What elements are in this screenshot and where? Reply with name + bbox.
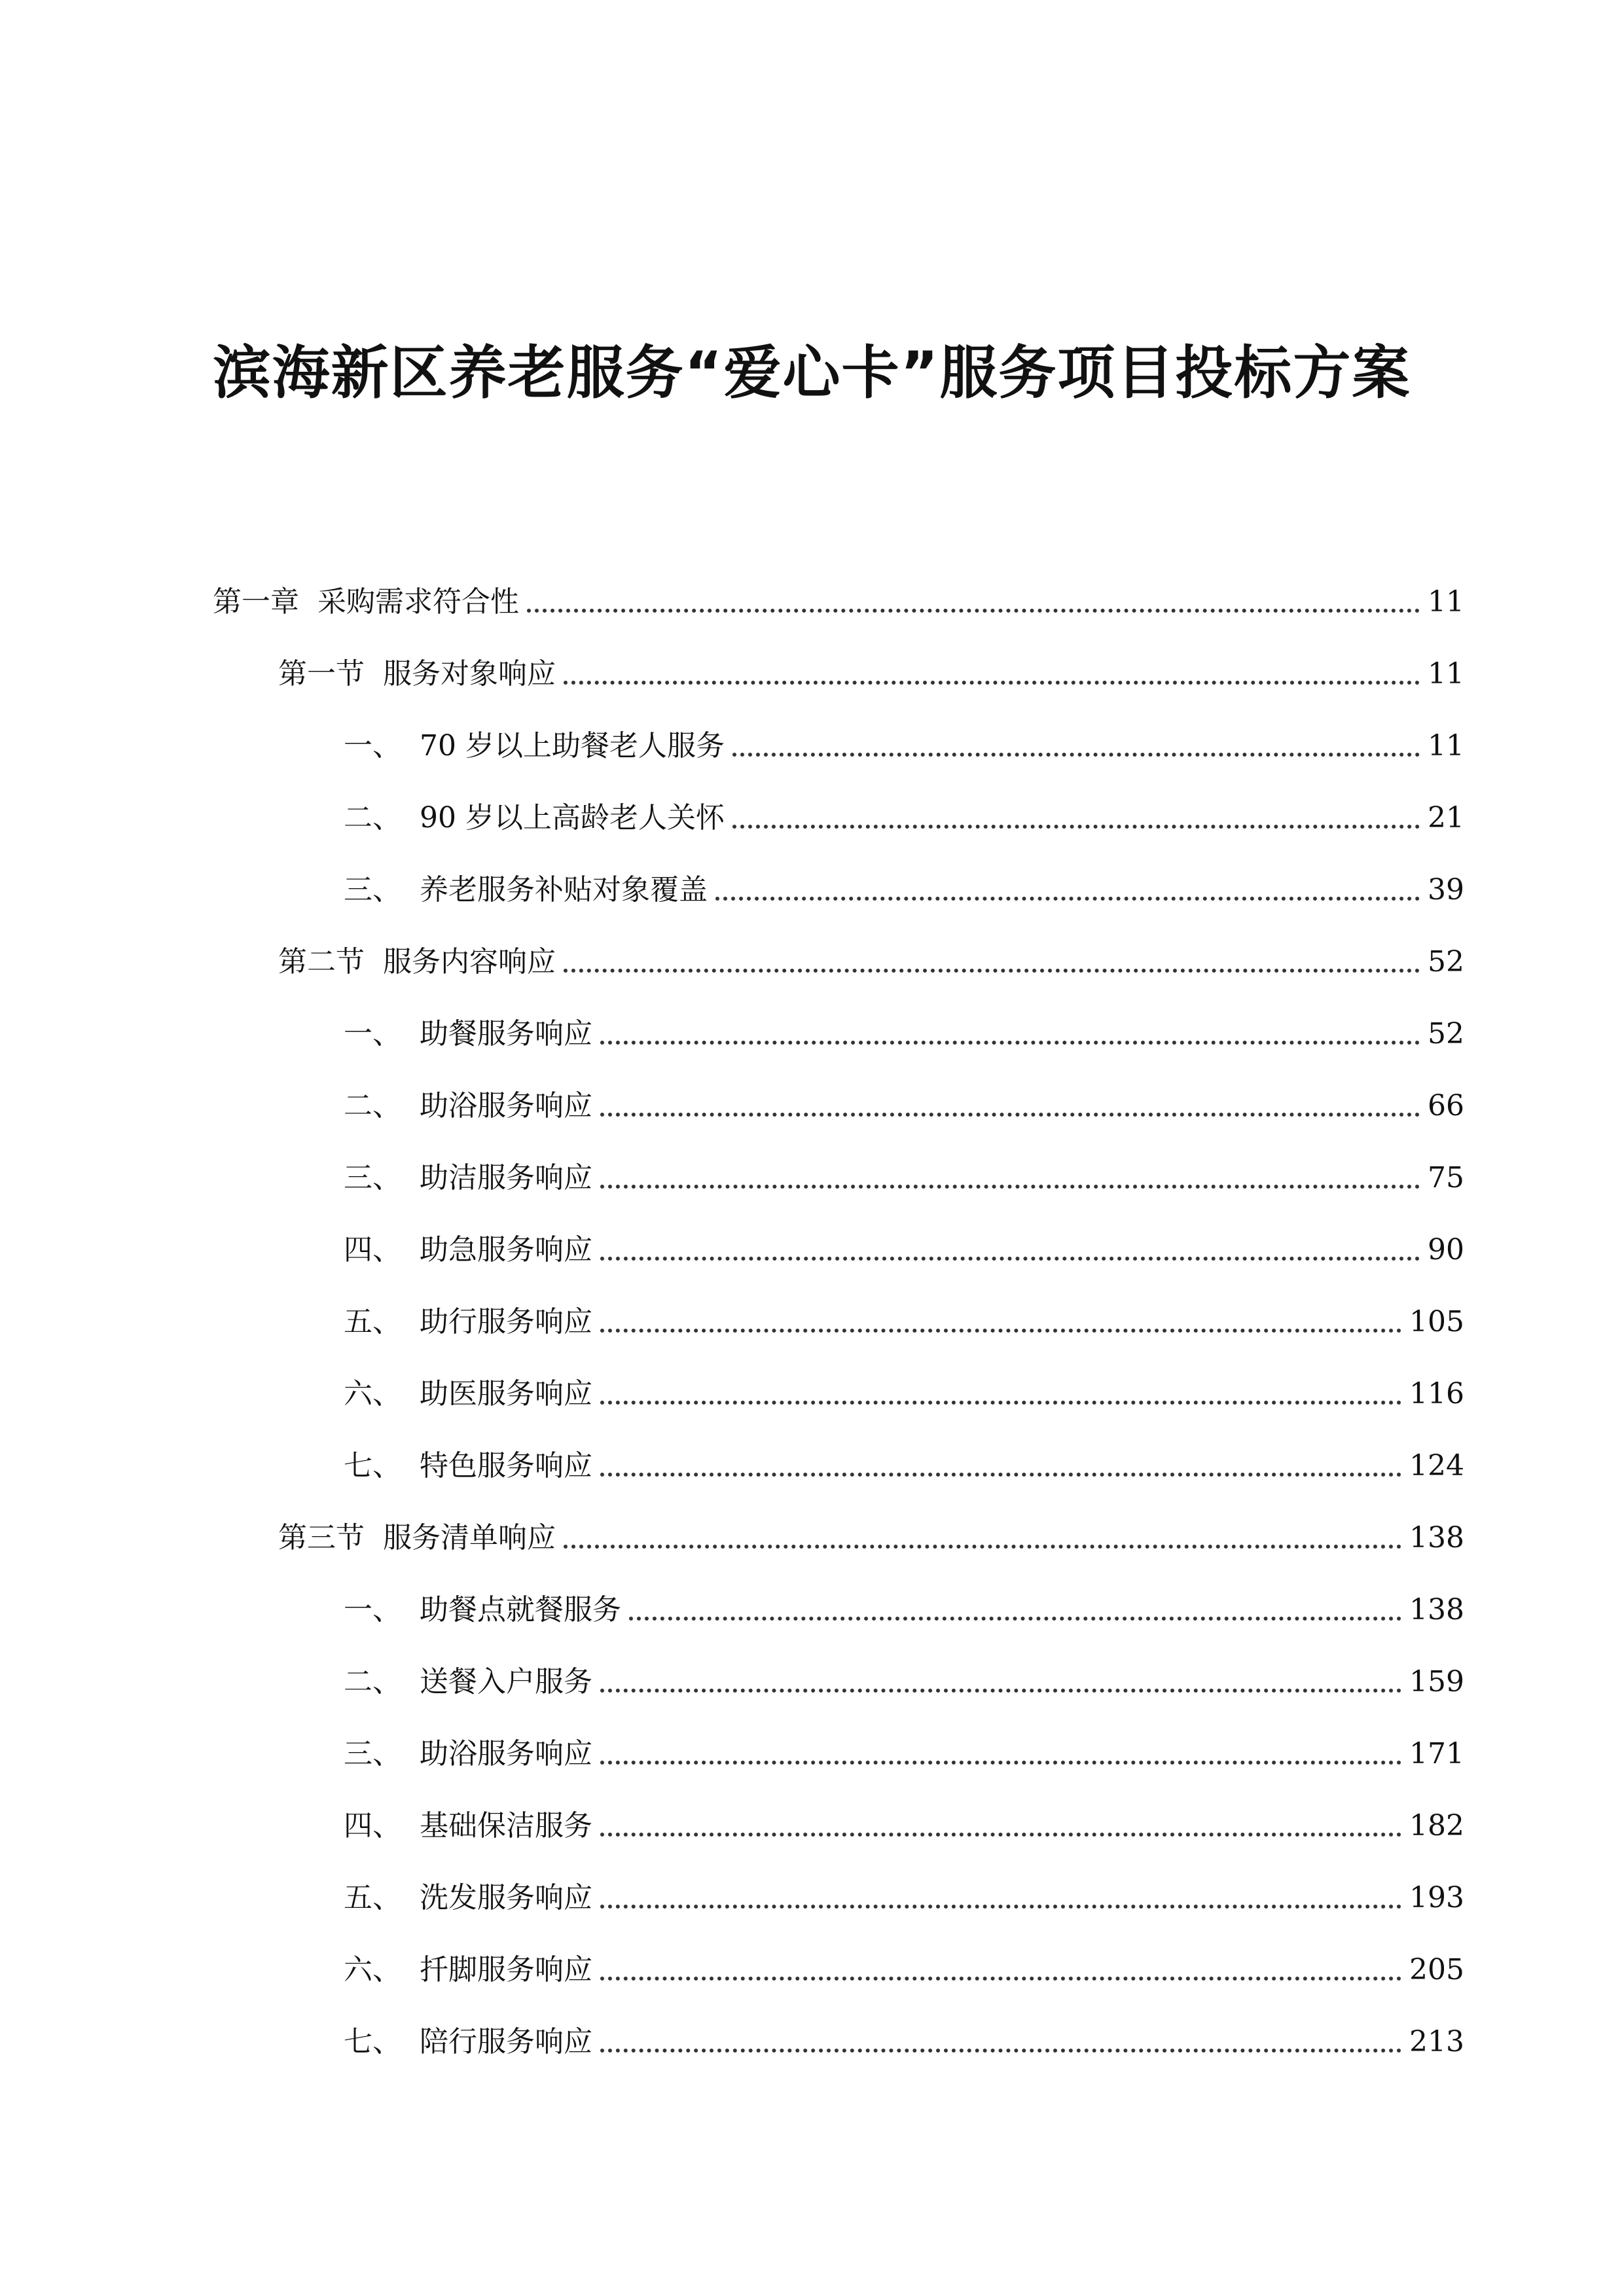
toc-entry-page: 116	[1409, 1377, 1464, 1410]
toc-entry-number: 第三节	[278, 1521, 365, 1554]
toc-entry[interactable]	[344, 1073, 1464, 1126]
toc-entry-page: 182	[1409, 1809, 1464, 1842]
toc-entry[interactable]	[344, 1865, 1464, 1918]
toc-entry[interactable]	[213, 569, 1464, 622]
toc-dot-leader	[564, 1545, 1401, 1549]
toc-entry-page: 138	[1409, 1521, 1464, 1554]
toc-entry-label: 服务对象响应	[383, 657, 556, 691]
toc-entry[interactable]	[344, 1649, 1464, 1702]
toc-entry-page: 66	[1428, 1089, 1464, 1122]
toc-entry-page: 11	[1428, 657, 1464, 691]
toc-entry[interactable]	[344, 1289, 1464, 1342]
toc-dot-leader	[600, 1185, 1420, 1189]
toc-entry-label: 助洁服务响应	[420, 1161, 592, 1194]
toc-entry-number: 三、	[344, 1737, 401, 1770]
toc-dot-leader	[600, 1041, 1420, 1045]
toc-entry-number: 五、	[344, 1881, 401, 1914]
toc-entry-page: 90	[1428, 1233, 1464, 1266]
toc-entry-number: 二、	[344, 1089, 401, 1122]
toc-entry-label: 陪行服务响应	[420, 2025, 592, 2058]
toc-dot-leader	[600, 1977, 1401, 1981]
toc-entry-label: 助浴服务响应	[420, 1737, 592, 1770]
toc-entry-number: 四、	[344, 1809, 401, 1842]
toc-dot-leader	[600, 1113, 1420, 1117]
toc-entry-number: 一、	[344, 1593, 401, 1626]
toc-entry-page: 205	[1409, 1953, 1464, 1986]
toc-entry-number: 二、	[344, 801, 401, 834]
toc-dot-leader	[600, 1329, 1401, 1333]
toc-entry[interactable]	[344, 1577, 1464, 1630]
toc-entry-label: 70 岁以上助餐老人服务	[420, 729, 725, 762]
toc-entry-number: 一、	[344, 1017, 401, 1050]
toc-entry[interactable]	[344, 1721, 1464, 1774]
toc-entry-page: 193	[1409, 1881, 1464, 1914]
toc-entry-page: 124	[1409, 1449, 1464, 1482]
toc-entry-number: 第一章	[213, 585, 299, 619]
toc-dot-leader	[732, 753, 1420, 757]
toc-entry-label: 助医服务响应	[420, 1377, 592, 1410]
toc-entry-page: 11	[1428, 585, 1464, 619]
toc-entry-page: 39	[1428, 873, 1464, 906]
toc-entry[interactable]	[344, 1793, 1464, 1846]
toc-entry-label: 特色服务响应	[420, 1449, 592, 1482]
toc-entry-number: 三、	[344, 1161, 401, 1194]
toc-entry-page: 213	[1409, 2025, 1464, 2058]
toc-entry-page: 159	[1409, 1665, 1464, 1698]
toc-entry-label: 助浴服务响应	[420, 1089, 592, 1122]
toc-dot-leader	[600, 1689, 1401, 1693]
toc-entry[interactable]	[344, 1937, 1464, 1990]
toc-dot-leader	[600, 1905, 1401, 1909]
toc-entry-number: 四、	[344, 1233, 401, 1266]
toc-entry-number: 七、	[344, 2025, 401, 2058]
toc-entry-label: 服务清单响应	[383, 1521, 556, 1554]
toc-dot-leader	[600, 1761, 1401, 1765]
toc-entry[interactable]	[278, 1505, 1464, 1558]
toc-entry-label: 送餐入户服务	[420, 1665, 592, 1698]
toc-entry-page: 105	[1409, 1305, 1464, 1338]
toc-dot-leader	[564, 969, 1420, 973]
toc-entry-label: 洗发服务响应	[420, 1881, 592, 1914]
toc-entry-label: 采购需求符合性	[317, 585, 519, 619]
toc-dot-leader	[600, 2049, 1401, 2053]
toc-entry[interactable]	[344, 713, 1464, 766]
toc-dot-leader	[600, 1473, 1401, 1477]
toc-entry-number: 一、	[344, 729, 401, 762]
toc-entry-page: 21	[1428, 801, 1464, 834]
toc-dot-leader	[600, 1833, 1401, 1837]
toc-entry-number: 第二节	[278, 945, 365, 978]
toc-entry-label: 扦脚服务响应	[420, 1953, 592, 1986]
toc-entry-page: 171	[1409, 1737, 1464, 1770]
toc-entry-page: 75	[1428, 1161, 1464, 1194]
toc-entry-label: 助餐服务响应	[420, 1017, 592, 1050]
toc-entry-number: 六、	[344, 1377, 401, 1410]
toc-entry[interactable]	[344, 1217, 1464, 1270]
toc-entry[interactable]	[344, 1001, 1464, 1054]
toc-dot-leader	[600, 1401, 1401, 1405]
toc-entry[interactable]	[344, 1433, 1464, 1486]
toc-entry[interactable]	[344, 857, 1464, 910]
toc-entry[interactable]	[344, 1361, 1464, 1414]
toc-entry-page: 138	[1409, 1593, 1464, 1626]
toc-entry-label: 基础保洁服务	[420, 1809, 592, 1842]
toc-entry[interactable]	[278, 641, 1464, 694]
toc-dot-leader	[527, 609, 1420, 613]
toc-entry-label: 助急服务响应	[420, 1233, 592, 1266]
toc-entry-label: 90 岁以上高龄老人关怀	[420, 801, 725, 834]
toc-entry-number: 三、	[344, 873, 401, 906]
toc-entry-page: 52	[1428, 1017, 1464, 1050]
toc-entry-label: 服务内容响应	[383, 945, 556, 978]
toc-entry-number: 第一节	[278, 657, 365, 691]
toc-entry-label: 助餐点就餐服务	[420, 1593, 621, 1626]
toc-entry-label: 助行服务响应	[420, 1305, 592, 1338]
toc-entry-page: 52	[1428, 945, 1464, 978]
toc-entry-label: 养老服务补贴对象覆盖	[420, 873, 708, 906]
toc-entry-number: 二、	[344, 1665, 401, 1698]
toc-entry[interactable]	[344, 785, 1464, 838]
toc-entry[interactable]	[278, 929, 1464, 982]
toc-entry[interactable]	[344, 1145, 1464, 1198]
toc-dot-leader	[715, 897, 1420, 901]
document-title: 滨海新区养老服务“爱心卡”服务项目投标方案	[213, 339, 1411, 406]
toc-dot-leader	[732, 825, 1420, 829]
toc-dot-leader	[564, 681, 1420, 685]
toc-dot-leader	[629, 1617, 1401, 1621]
toc-entry-number: 六、	[344, 1953, 401, 1986]
toc-entry-number: 七、	[344, 1449, 401, 1482]
toc-dot-leader	[600, 1257, 1420, 1261]
toc-entry[interactable]	[344, 2009, 1464, 2062]
toc-entry-page: 11	[1428, 729, 1464, 762]
toc-entry-number: 五、	[344, 1305, 401, 1338]
